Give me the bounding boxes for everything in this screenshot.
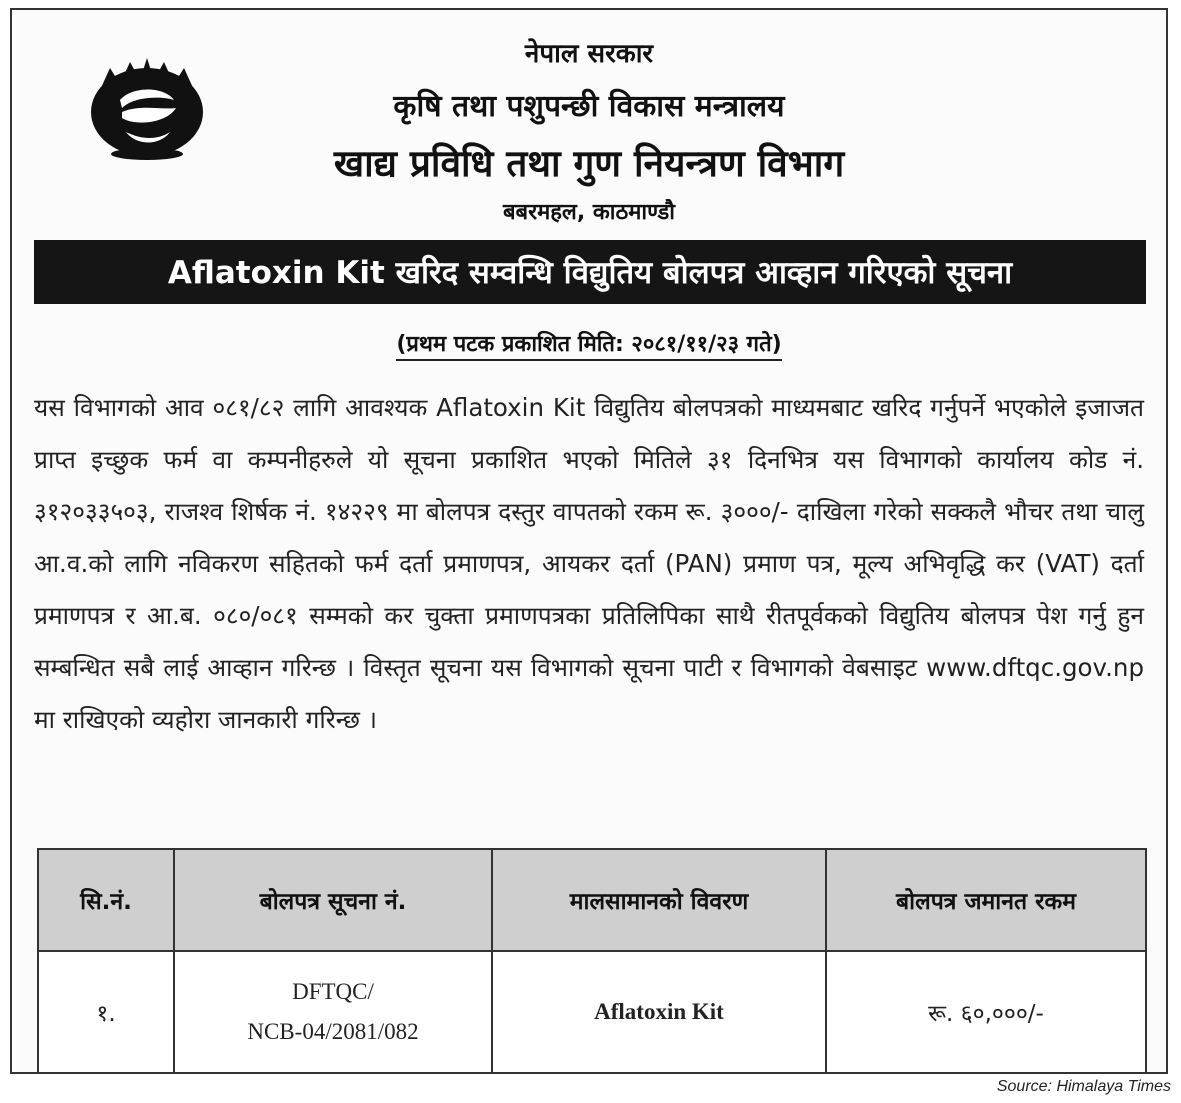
bid-table: [37, 848, 1147, 1074]
header-item-description: मालसामानको विवरण: [492, 849, 826, 951]
office-location: बबरमहल, काठमाण्डौ: [502, 200, 676, 225]
notice-frame: [10, 8, 1168, 1074]
notice-no-line1: DFTQC/: [292, 979, 374, 1004]
cell-notice-no: [174, 951, 492, 1073]
notice-title: Aflatoxin Kit खरिद सम्वन्धि विद्युतिय बोलपत्र आव्हान गरिएको सूचना: [167, 255, 1013, 291]
publication-date: [12, 328, 1166, 358]
publication-date-text: (प्रथम पटक प्रकाशित मिति: २०८१/११/२३ गते): [396, 332, 781, 361]
notice-no-line2: NCB-04/2081/082: [247, 1019, 419, 1044]
table-row: [38, 951, 1146, 1073]
ministry-name: कृषि तथा पशुपन्छी विकास मन्त्रालय: [393, 89, 785, 124]
cell-amount: रू. ६०,०००/-: [826, 951, 1146, 1073]
notice-body: यस विभागको आव ०८१/८२ लागि आवश्यक Aflatoxin Kit विद्युतिय बोलपत्रको माध्यमबाट खरिद गर्नुपर्ने भएकोले इजाजत प्राप्त इच्छुक फर्म वा कम्पनीहरुले यो सूचना प्रकाशित भएको मितिले ३१ दिनभित्र यस विभागको कार्यालय कोड नं. ३१२०३३५०३, राजश्व शिर्षक नं. १४२२९ मा बोलपत्र दस्तुर वापतको रकम रू. ३०००/- दाखिला गरेको सक्कलै भौचर तथा चालु आ.व.को लागि नविकरण सहितको फर्म दर्ता प्रमाणपत्र, आयकर दर्ता (PAN) प्रमाण पत्र, मूल्य अभिवृद्धि कर (VAT) दर्ता प्रमाणपत्र र आ.ब. ०८०/०८१ सम्मको कर चुक्ता प्रमाणपत्रका प्रतिलिपिका साथै रीतपूर्वकको विद्युतिय बोलपत्र पेश गर्नु हुन सम्बन्धित सबै लाई आव्हान गरिन्छ । विस्तृत सूचना यस विभागको सूचना पाटी र विभागको वेबसाइट www.dftqc.gov.np मा राखिएको व्यहोरा जानकारी गरिन्छ ।: [34, 393, 1144, 734]
header-notice-no: बोलपत्र सूचना नं.: [174, 849, 492, 951]
header-serial-no: सि.नं.: [38, 849, 174, 951]
cell-item: Aflatoxin Kit: [492, 951, 826, 1073]
notice-title-bar: [34, 240, 1146, 304]
government-name: नेपाल सरकार: [524, 39, 654, 69]
header-bid-security-amount: बोलपत्र जमानत रकम: [826, 849, 1146, 951]
source-credit: Source: Himalaya Times: [996, 1078, 1171, 1095]
table-header-row: [38, 849, 1146, 951]
department-name: खाद्य प्रविधि तथा गुण नियन्त्रण विभाग: [333, 142, 845, 185]
cell-serial-no: १.: [38, 951, 174, 1073]
